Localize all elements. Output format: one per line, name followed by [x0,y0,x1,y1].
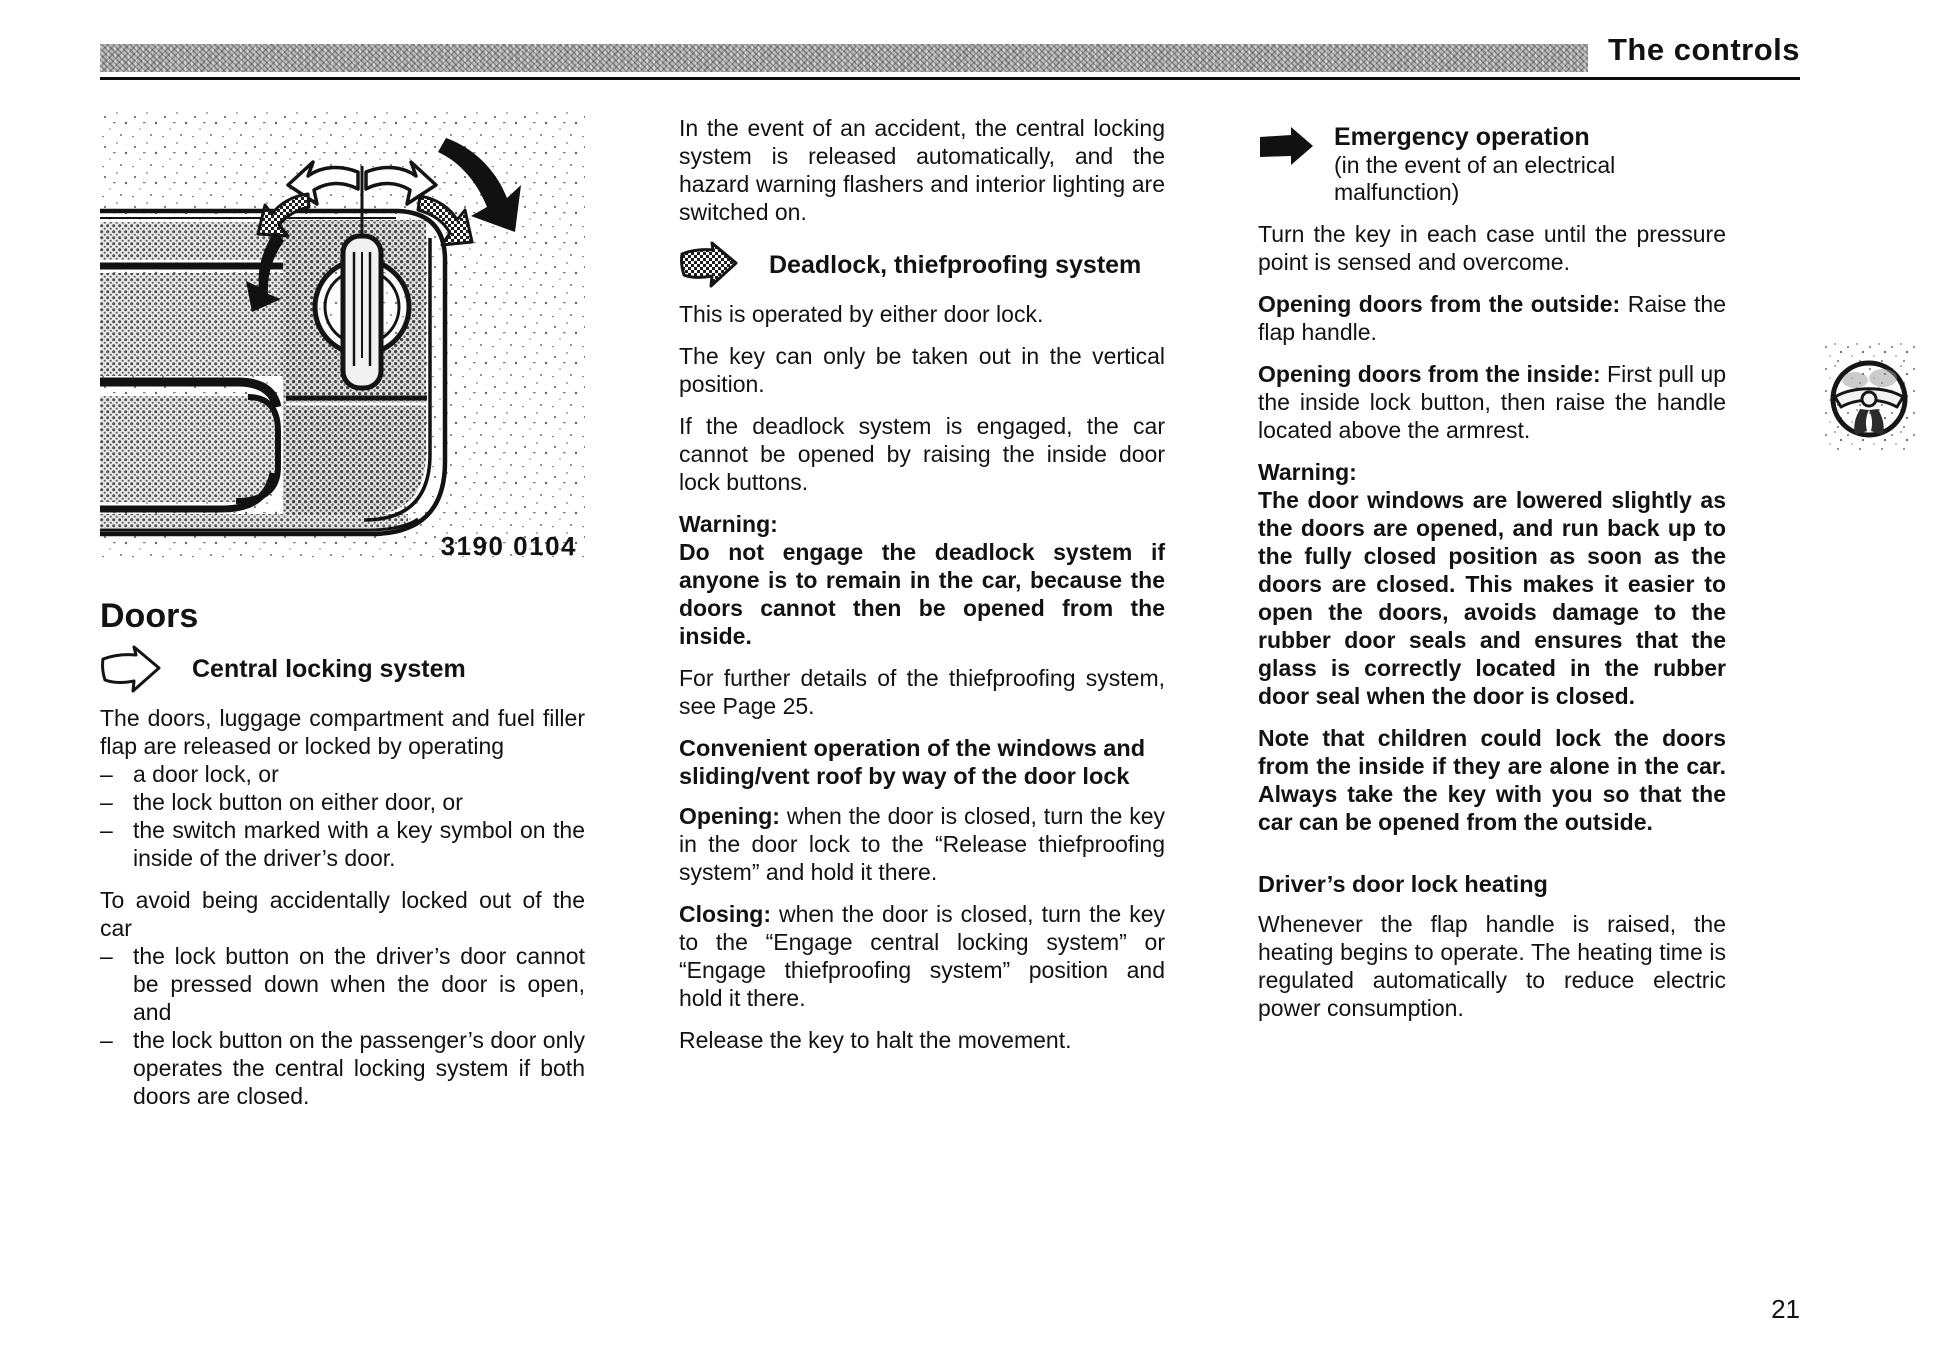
figure-caption: 3190 0104 [440,531,577,561]
column-right-blocks [1258,122,1726,1022]
mid-lead-para-10: Closing: when the door is closed, turn the key to the “Engage central locking system” or “Engage thiefproofing system” position and hold it there. [679,901,1165,1011]
left-list-4 [100,760,585,872]
right-warning-5-title: Warning: [1258,459,1357,485]
right-h2-7: Driver’s door lock heating [1258,871,1548,897]
left-h1-1: Doors [100,597,199,635]
right-icon-heading2-1-title: Emergency operation [1334,123,1590,151]
list-dash: – [100,761,113,787]
door-lock-illustration [100,110,585,560]
solid-arrow-icon [1258,126,1314,206]
mid-para-3: This is operated by either door lock. [679,301,1044,327]
left-icon-heading-2-label: Central locking system [192,655,466,683]
column-middle-blocks [679,114,1165,1054]
left-icon-heading-2 [100,644,585,694]
right-warning-5-text: The door windows are lowered slightly as the doors are opened, and run back up to the fully closed position as soon as the doors are closed. This makes it easier to open the doors, avoids damage to the rubber door seals and ensures that the glass is correctly located in the rubber door seal when the door is closed. [1258,487,1726,709]
page-title: The controls [1607,32,1800,67]
column-left [100,110,585,1124]
right-lead-para-4: Opening doors from the inside: First pull up the inside lock button, then raise the handle located above the armrest. [1258,361,1727,443]
mid-lead-para-10-lead: Closing: [679,901,771,927]
mid-warning-6-text: Do not engage the deadlock system if anyone is to remain in the car, because the doors cannot then be opened from the inside. [679,539,1165,649]
list-dash: – [100,1027,113,1053]
page-number: 21 [1771,1294,1800,1324]
left-list-6-item-1 [100,942,585,1026]
hatched-arrow-icon [679,240,739,290]
steering-wheel-icon [1822,342,1917,453]
mid-icon-heading-2 [679,240,1165,290]
mid-h2-8: Convenient operation of the windows and sliding/vent roof by way of the door lock [679,735,1146,789]
header-rule [100,77,1800,80]
left-list-6-item-text-1: the lock button on the driver’s door cannot be pressed down when the door is open, and [133,943,585,1025]
right-para-8: Whenever the flap handle is raised, the heating begins to operate. The heating time is regulated automatically to reduce electric power consumption. [1258,911,1726,1021]
column-middle [679,114,1165,1068]
left-list-6-item-2 [100,1026,585,1110]
left-para-5: To avoid being accidentally locked out of the car [100,887,585,941]
mid-para-11: Release the key to halt the movement. [679,1027,1072,1053]
left-list-4-item-2 [100,788,585,816]
left-list-4-item-1 [100,760,585,788]
right-icon-heading2-1-text [1334,122,1726,206]
mid-warning-6 [679,510,1165,650]
left-list-4-item-text-1: a door lock, or [133,761,279,787]
left-para-3: The doors, luggage compartment and fuel filler flap are released or locked by operating [100,705,585,759]
right-para-2: Turn the key in each case until the pressure point is sensed and overcome. [1258,221,1726,275]
header-texture-bar [100,44,1588,72]
right-warning-5 [1258,458,1726,710]
right-bold-para-6: Note that children could lock the doors from the inside if they are alone in the car. Always take the key with you so that the car can be opened from the outside. [1258,725,1726,835]
list-dash: – [100,817,113,843]
outline-arrow-icon [100,644,162,694]
mid-para-5: If the deadlock system is engaged, the car cannot be opened by raising the inside door lock buttons. [679,413,1165,495]
mid-lead-para-9-lead: Opening: [679,803,780,829]
left-list-6-item-text-2: the lock button on the passenger’s door only operates the central locking system if both doors are closed. [133,1027,585,1109]
left-list-6 [100,942,585,1110]
right-icon-heading2-1-subtitle: (in the event of an electrical malfunction) [1334,152,1616,205]
list-dash: – [100,789,113,815]
column-left-blocks [100,596,585,1110]
door-lock-figure [100,110,585,560]
left-list-4-item-3 [100,816,585,872]
left-list-4-item-text-3: the switch marked with a key symbol on the inside of the driver’s door. [133,817,585,871]
mid-warning-6-title: Warning: [679,511,778,537]
mid-para-1: In the event of an accident, the central locking system is released automatically, and the hazard warning flashers and interior lighting are switched on. [679,115,1165,225]
right-icon-heading2-1 [1258,122,1726,206]
list-dash: – [100,943,113,969]
right-lead-para-3: Opening doors from the outside: Raise the flap handle. [1258,291,1726,345]
mid-icon-heading-2-label: Deadlock, thiefproofing system [769,251,1142,279]
left-list-4-item-text-2: the lock button on either door, or [133,789,463,815]
mid-lead-para-9: Opening: when the door is closed, turn the key in the door lock to the “Release thiefproofing system” and hold it there. [679,803,1165,885]
column-right [1258,122,1726,1036]
chapter-tab [1822,342,1917,453]
right-lead-para-3-lead: Opening doors from the outside: [1258,291,1621,317]
right-lead-para-4-lead: Opening doors from the inside: [1258,361,1601,387]
mid-para-4: The key can only be taken out in the vertical position. [679,343,1165,397]
mid-para-7: For further details of the thiefproofing system, see Page 25. [679,665,1165,719]
